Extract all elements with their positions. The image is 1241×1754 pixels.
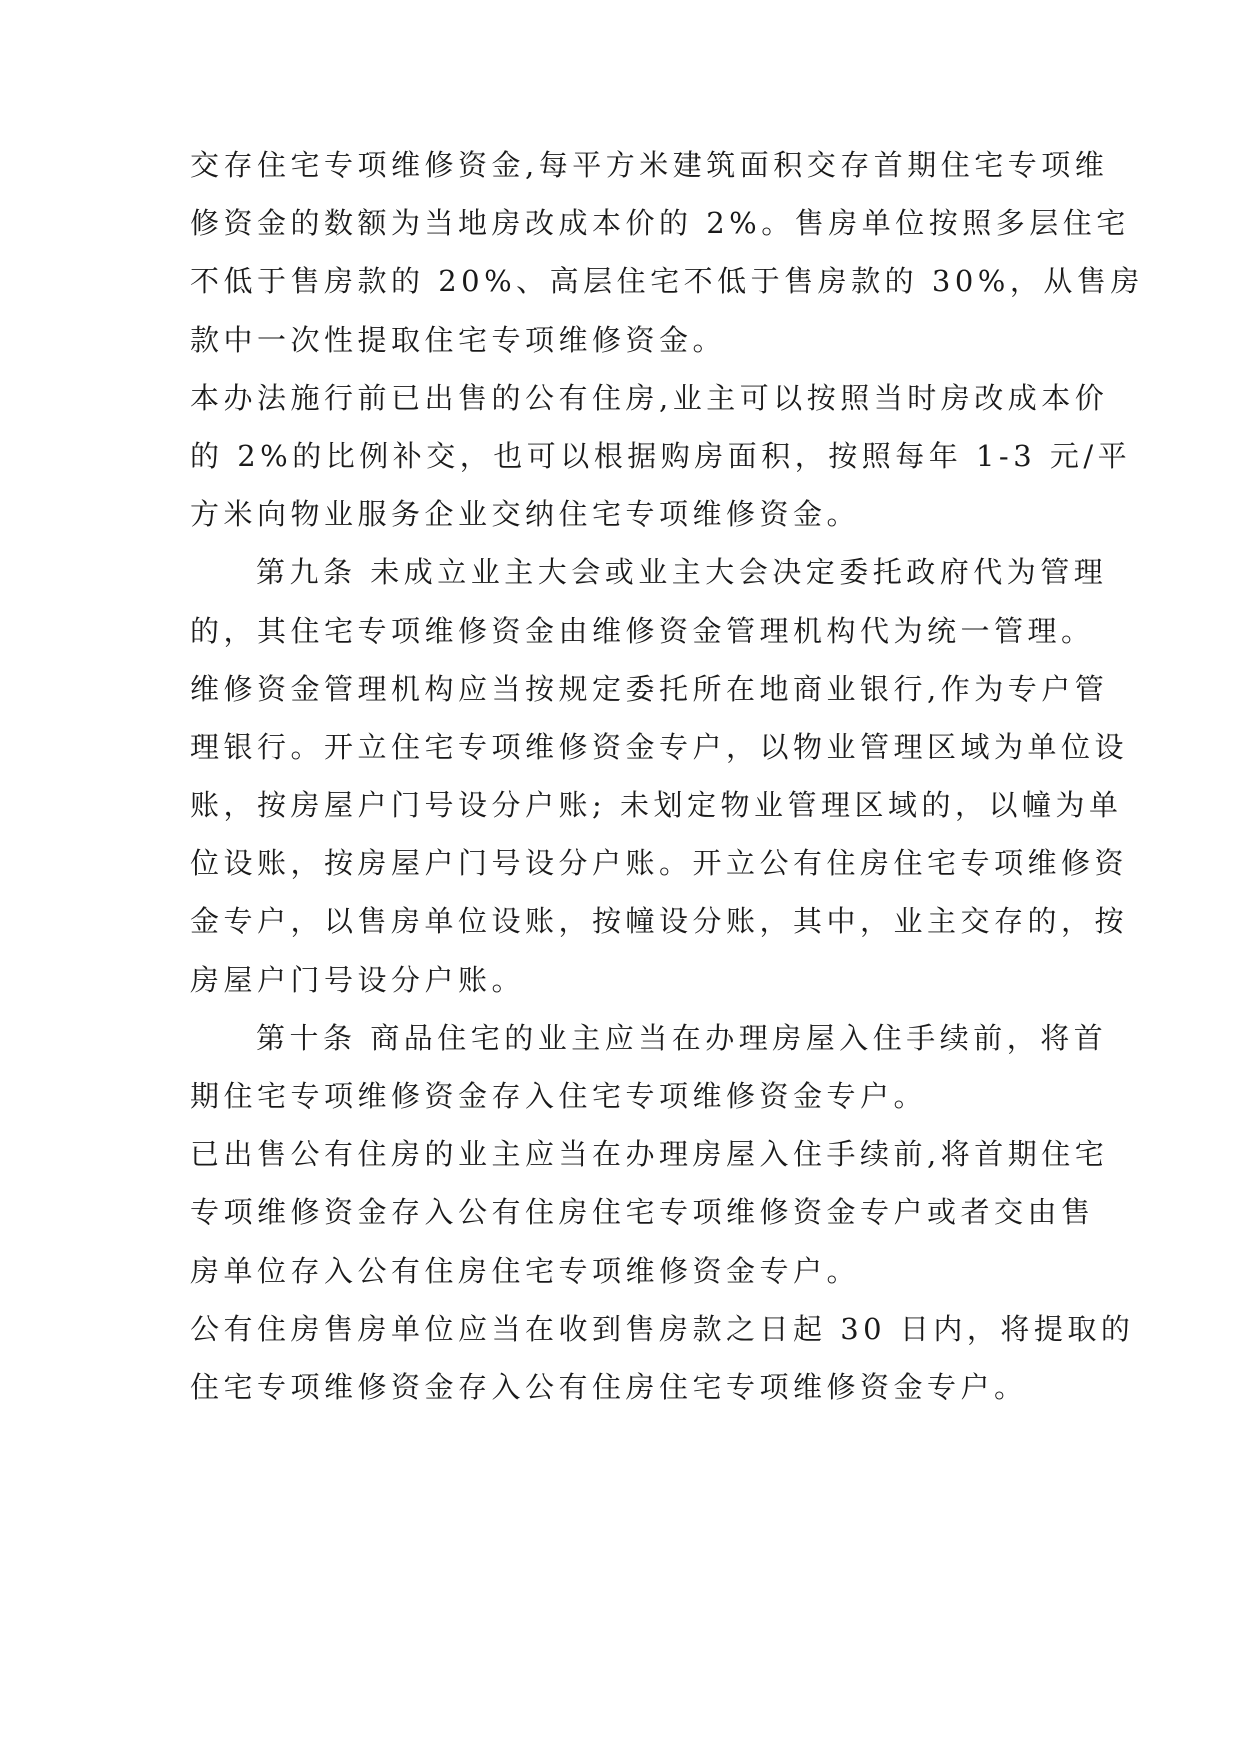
- text-line: 方米向物业服务企业交纳住宅专项维修资金。: [190, 497, 861, 532]
- text-line: 住宅专项维修资金存入公有住房住宅专项维修资金专户。: [190, 1369, 1028, 1404]
- body-text: [190, 136, 1144, 1416]
- text-line: 第九条 未成立业主大会或业主大会决定委托政府代为管理: [256, 555, 1108, 590]
- text-line: 房屋户门号设分户账。: [190, 962, 526, 997]
- text-line: 的，其住宅专项维修资金由维修资金管理机构代为统一管理。: [190, 613, 1095, 648]
- text-line: 公有住房售房单位应当在收到售房款之日起 30 日内，将提取的: [190, 1311, 1135, 1346]
- text-line: 本办法施行前已出售的公有住房,业主可以按照当时房改成本价: [190, 380, 1109, 415]
- text-line: 已出售公有住房的业主应当在办理房屋入住手续前,将首期住宅: [190, 1137, 1109, 1172]
- text-line: 期住宅专项维修资金存入住宅专项维修资金专户。: [190, 1079, 928, 1113]
- text-line: 修资金的数额为当地房改成本价的 2%。售房单位按照多层住宅: [190, 206, 1130, 241]
- text-line: 不低于售房款的 20%、高层住宅不低于售房款的 30%，从售房: [190, 264, 1144, 299]
- text-line: 专项维修资金存入公有住房住宅专项维修资金专户或者交由售: [190, 1195, 1095, 1230]
- text-line: 交存住宅专项维修资金,每平方米建筑面积交存首期住宅专项维: [190, 148, 1109, 182]
- text-line: 款中一次性提取住宅专项维修资金。: [190, 322, 727, 357]
- text-line: 维修资金管理机构应当按规定委托所在地商业银行,作为专户管: [190, 671, 1109, 706]
- text-line: 的 2%的比例补交，也可以根据购房面积，按照每年 1-3 元/平: [190, 438, 1132, 473]
- text-line: 位设账，按房屋户门号设分户账。开立公有住房住宅专项维修资: [190, 846, 1129, 881]
- text-line: 理银行。开立住宅专项维修资金专户，以物业管理区域为单位设: [190, 729, 1129, 764]
- text-line: 第十条 商品住宅的业主应当在办理房屋入住手续前，将首: [256, 1020, 1108, 1055]
- text-line: 账，按房屋户门号设分户账; 未划定物业管理区域的，以幢为单: [190, 788, 1123, 823]
- text-line: 金专户，以售房单位设账，按幢设分账，其中，业主交存的，按: [190, 904, 1129, 939]
- text-line: 房单位存入公有住房住宅专项维修资金专户。: [190, 1253, 861, 1288]
